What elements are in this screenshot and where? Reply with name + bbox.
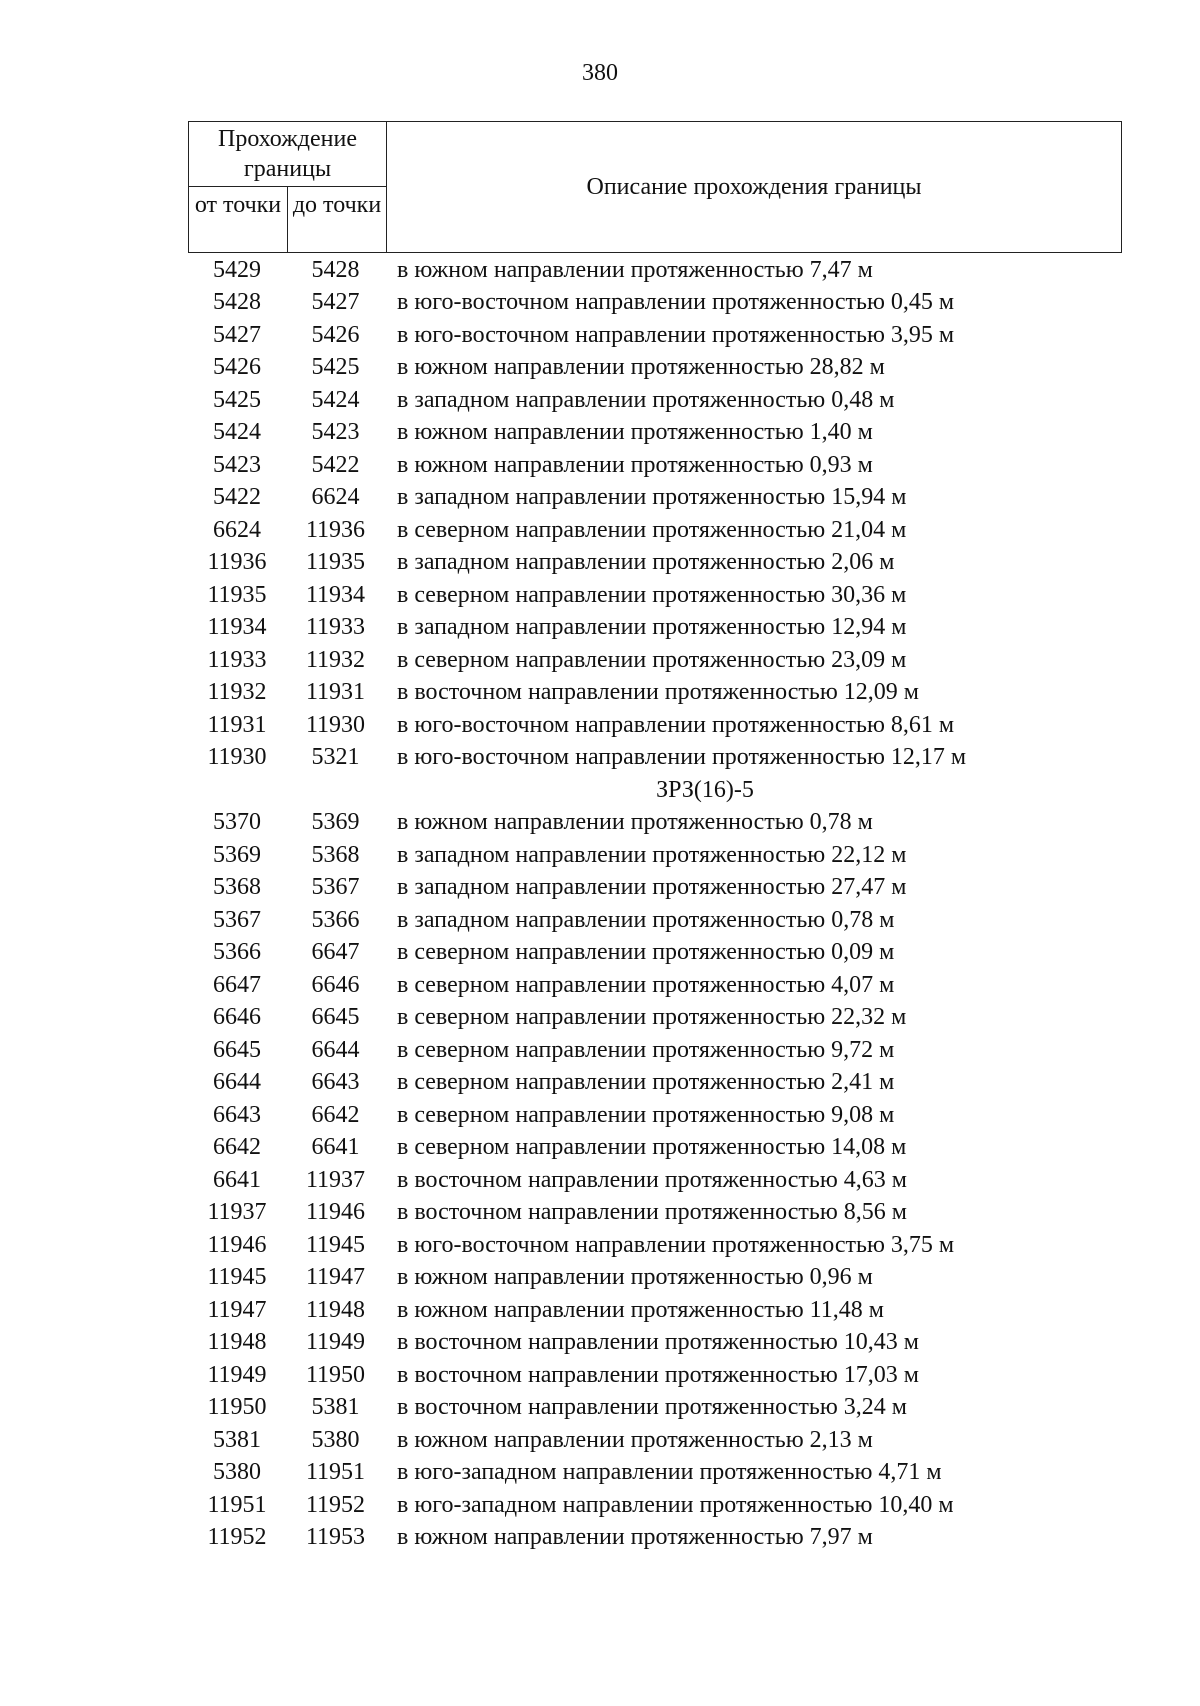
table-body (188, 254, 1122, 1554)
to-point: 11948 (305, 1296, 366, 1323)
from-point: 5426 (213, 354, 261, 381)
from-point: 11949 (207, 1361, 267, 1388)
table-row (188, 677, 1122, 710)
boundary-description: в юго-восточном направлении протяженностью 0,45 м (397, 289, 955, 316)
boundary-description: в северном направлении протяженностью 0,09 м (397, 939, 895, 966)
table-row (188, 1002, 1122, 1035)
to-point: 11950 (305, 1361, 366, 1388)
boundary-description: в восточном направлении протяженностью 10,43 м (397, 1329, 919, 1356)
from-point: 11948 (207, 1329, 267, 1356)
table-row (188, 644, 1122, 677)
table-row (188, 709, 1122, 742)
table-row (188, 807, 1122, 840)
from-point: 5428 (213, 289, 261, 316)
from-point: 11930 (207, 744, 267, 771)
boundary-description: в южном направлении протяженностью 2,13 м (397, 1426, 873, 1453)
to-point: 11935 (305, 549, 366, 576)
header-group-label: Прохождение границы (217, 126, 357, 182)
boundary-description: в южном направлении протяженностью 28,82 м (397, 354, 885, 381)
table-row (188, 1522, 1122, 1555)
from-point: 11950 (207, 1394, 267, 1421)
table-row (188, 742, 1122, 775)
boundary-description: в западном направлении протяженностью 0,78 м (397, 906, 895, 933)
to-point: 11945 (305, 1231, 366, 1258)
boundary-description: в западном направлении протяженностью 15,94 м (397, 484, 907, 511)
to-point: 11934 (305, 581, 366, 608)
boundary-description: в южном направлении протяженностью 0,93 м (397, 451, 873, 478)
boundary-description: в западном направлении протяженностью 2,06 м (397, 549, 895, 576)
boundary-description: в северном направлении протяженностью 14,08 м (397, 1134, 907, 1161)
from-point: 11935 (207, 581, 267, 608)
table-row (188, 937, 1122, 970)
boundary-description: в юго-восточном направлении протяженностью 12,17 м (397, 744, 967, 771)
to-point: 5428 (311, 256, 360, 283)
boundary-description: в северном направлении протяженностью 9,72 м (397, 1036, 895, 1063)
to-point: 11952 (305, 1491, 366, 1518)
boundary-description: в восточном направлении протяженностью 8,56 м (397, 1199, 907, 1226)
to-point: 6644 (311, 1036, 360, 1063)
to-point: 5368 (311, 841, 360, 868)
table-row (188, 1424, 1122, 1457)
to-point: 5367 (311, 874, 360, 901)
header-description-label: Описание прохождения границы (586, 174, 922, 200)
table-row (188, 1327, 1122, 1360)
table-row (188, 1392, 1122, 1425)
table-header (188, 121, 1122, 253)
table-row (188, 1262, 1122, 1295)
boundary-description: в юго-восточном направлении протяженностью 3,95 м (397, 321, 955, 348)
table-row (188, 1164, 1122, 1197)
from-point: 5380 (213, 1459, 261, 1486)
to-point: 11931 (305, 679, 366, 706)
table-row (188, 1294, 1122, 1327)
table-row (188, 839, 1122, 872)
header-to-label: до точки (292, 192, 382, 218)
from-point: 5429 (213, 256, 261, 283)
from-point: 5423 (213, 451, 261, 478)
from-point: 5366 (213, 939, 261, 966)
table-row (188, 482, 1122, 515)
from-point: 11947 (207, 1296, 267, 1323)
from-point: 5381 (213, 1426, 261, 1453)
boundary-description: в западном направлении протяженностью 22,12 м (397, 841, 907, 868)
to-point: 5423 (311, 419, 360, 446)
to-point: 11949 (305, 1329, 366, 1356)
to-point: 6645 (311, 1004, 360, 1031)
boundary-description: в северном направлении протяженностью 21,04 м (397, 516, 907, 543)
boundary-description: в северном направлении протяженностью 9,08 м (397, 1101, 895, 1128)
boundary-description: в западном направлении протяженностью 27,47 м (397, 874, 907, 901)
to-point: 11953 (305, 1524, 366, 1551)
boundary-description: в западном направлении протяженностью 12,94 м (397, 614, 907, 641)
from-point: 11934 (207, 614, 267, 641)
to-point: 6642 (311, 1101, 360, 1128)
to-point: 11930 (305, 711, 366, 738)
boundary-description: в северном направлении протяженностью 2,41 м (397, 1069, 895, 1096)
to-point: 5381 (311, 1394, 360, 1421)
from-point: 11952 (207, 1524, 267, 1551)
table-row (188, 872, 1122, 905)
from-point: 5367 (213, 906, 261, 933)
from-point: 5427 (213, 321, 261, 348)
to-point: 11946 (305, 1199, 366, 1226)
boundary-description: в юго-восточном направлении протяженностью 8,61 м (397, 711, 955, 738)
to-point: 5366 (311, 906, 360, 933)
to-point: 6646 (311, 971, 360, 998)
from-point: 6646 (213, 1004, 261, 1031)
from-point: 11936 (207, 549, 267, 576)
from-point: 5425 (213, 386, 261, 413)
from-point: 5370 (213, 809, 261, 836)
table-row (188, 449, 1122, 482)
table-row (188, 1457, 1122, 1490)
boundary-description: в юго-западном направлении протяженностью 10,40 м (397, 1491, 954, 1518)
to-point: 6641 (311, 1134, 360, 1161)
to-point: 5425 (311, 354, 360, 381)
page-number: 380 (582, 60, 618, 86)
to-point: 5422 (311, 451, 360, 478)
section-title: ЗРЗ(16)-5 (656, 776, 754, 803)
to-point: 5426 (311, 321, 360, 348)
to-point: 6647 (311, 939, 360, 966)
table-row (188, 1359, 1122, 1392)
from-point: 11931 (207, 711, 267, 738)
boundary-description: в северном направлении протяженностью 4,07 м (397, 971, 895, 998)
to-point: 11937 (305, 1166, 366, 1193)
from-point: 5368 (213, 874, 261, 901)
table-row (188, 612, 1122, 645)
from-point: 6642 (213, 1134, 261, 1161)
from-point: 5369 (213, 841, 261, 868)
from-point: 6624 (213, 516, 261, 543)
boundary-description: в южном направлении протяженностью 1,40 м (397, 419, 873, 446)
boundary-description: в юго-западном направлении протяженностью 4,71 м (397, 1459, 942, 1486)
table-row (188, 417, 1122, 450)
to-point: 11936 (305, 516, 366, 543)
boundary-description: в северном направлении протяженностью 23,09 м (397, 646, 907, 673)
from-point: 11937 (207, 1199, 267, 1226)
from-point: 5424 (213, 419, 261, 446)
from-point: 11945 (207, 1264, 267, 1291)
boundary-description: в восточном направлении протяженностью 17,03 м (397, 1361, 919, 1388)
table-row (188, 1489, 1122, 1522)
to-point: 5369 (311, 809, 360, 836)
boundary-description: в южном направлении протяженностью 11,48 м (397, 1296, 884, 1323)
table-row (188, 547, 1122, 580)
from-point: 5422 (213, 484, 261, 511)
table-row (188, 579, 1122, 612)
boundary-description: в юго-восточном направлении протяженностью 3,75 м (397, 1231, 955, 1258)
table-row (188, 1099, 1122, 1132)
to-point: 5380 (311, 1426, 360, 1453)
boundary-description: в южном направлении протяженностью 7,97 м (397, 1524, 873, 1551)
table-row (188, 904, 1122, 937)
table-row (188, 1034, 1122, 1067)
from-point: 11946 (207, 1231, 267, 1258)
from-point: 11951 (207, 1491, 267, 1518)
to-point: 5321 (311, 744, 360, 771)
boundary-description: в северном направлении протяженностью 30,36 м (397, 581, 907, 608)
from-point: 11933 (207, 646, 267, 673)
to-point: 6643 (311, 1069, 360, 1096)
table-row (188, 384, 1122, 417)
from-point: 11932 (207, 679, 267, 706)
to-point: 6624 (311, 484, 360, 511)
boundary-description: в западном направлении протяженностью 0,48 м (397, 386, 895, 413)
table-row (188, 1132, 1122, 1165)
table-row (188, 254, 1122, 287)
table-row (188, 1229, 1122, 1262)
from-point: 6644 (213, 1069, 261, 1096)
from-point: 6647 (213, 971, 261, 998)
to-point: 5424 (311, 386, 360, 413)
boundary-description: в восточном направлении протяженностью 4,63 м (397, 1166, 907, 1193)
boundary-description: в северном направлении протяженностью 22,32 м (397, 1004, 907, 1031)
header-from-label: от точки (194, 192, 282, 218)
from-point: 6643 (213, 1101, 261, 1128)
to-point: 11947 (305, 1264, 366, 1291)
table-row (188, 1067, 1122, 1100)
boundary-description: в восточном направлении протяженностью 3,24 м (397, 1394, 907, 1421)
to-point: 11951 (305, 1459, 366, 1486)
boundary-description: в южном направлении протяженностью 0,96 м (397, 1264, 873, 1291)
table-row (188, 287, 1122, 320)
boundary-description: в южном направлении протяженностью 0,78 м (397, 809, 873, 836)
from-point: 6641 (213, 1166, 261, 1193)
to-point: 11933 (305, 614, 366, 641)
table-row (188, 969, 1122, 1002)
boundary-description: в южном направлении протяженностью 7,47 м (397, 256, 873, 283)
table-row (188, 352, 1122, 385)
table-row (188, 1197, 1122, 1230)
to-point: 5427 (311, 289, 360, 316)
table-row (188, 319, 1122, 352)
boundary-description: в восточном направлении протяженностью 12,09 м (397, 679, 919, 706)
from-point: 6645 (213, 1036, 261, 1063)
to-point: 11932 (305, 646, 366, 673)
table-row (188, 514, 1122, 547)
